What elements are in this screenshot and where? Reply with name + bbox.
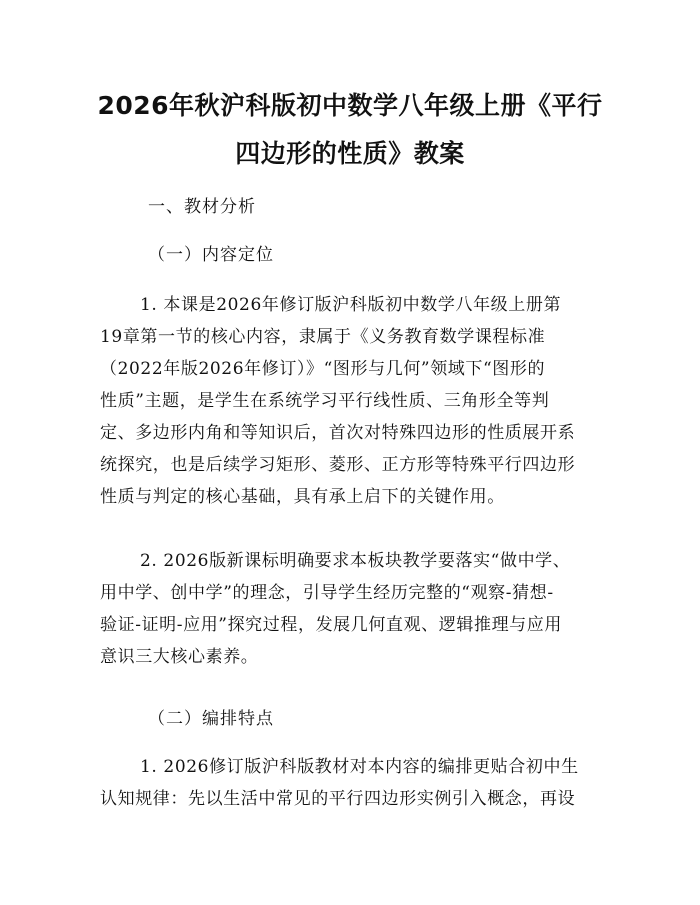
subsection-heading-arrangement-features: （二）编排特点 (148, 709, 274, 729)
section-heading-textbook-analysis: 一、教材分析 (148, 197, 256, 217)
paragraph-1-line: 19章第一节的核心内容，隶属于《义务教育数学课程标准 (100, 327, 546, 347)
paragraph-1-line: （2022年版2026年修订）》“图形与几何”领域下“图形的 (100, 359, 546, 379)
paragraph-1-line: 定、多边形内角和等知识后，首次对特殊四边形的性质展开系 (100, 423, 576, 443)
paragraph-2-line: 验证-证明-应用”探究过程，发展几何直观、逻辑推理与应用 (100, 615, 562, 635)
paragraph-2-line: 意识三大核心素养。 (100, 647, 259, 667)
paragraph-1-line: 统探究，也是后续学习矩形、菱形、正方形等特殊平行四边形 (100, 455, 576, 475)
paragraph-2-line: 2. 2026版新课标明确要求本板块教学要落实“做中学、 (140, 551, 571, 571)
paragraph-1-line: 1. 本课是2026年修订版沪科版初中数学八年级上册第 (140, 295, 562, 315)
paragraph-3-line: 1. 2026修订版沪科版教材对本内容的编排更贴合初中生 (140, 757, 579, 777)
paragraph-1-line: 性质”主题，是学生在系统学习平行线性质、三角形全等判 (100, 391, 550, 411)
document-title-line-2: 四边形的性质》教案 (235, 139, 465, 168)
paragraph-3-line: 认知规律：先以生活中常见的平行四边形实例引入概念，再设 (100, 789, 576, 809)
document-title-line-1: 2026年秋沪科版初中数学八年级上册《平行 (97, 91, 603, 120)
subsection-heading-content-positioning: （一）内容定位 (148, 245, 274, 265)
paragraph-2-line: 用中学、创中学”的理念，引导学生经历完整的“观察-猜想- (100, 583, 554, 603)
paragraph-1-line: 性质与判定的核心基础，具有承上启下的关键作用。 (100, 487, 505, 507)
